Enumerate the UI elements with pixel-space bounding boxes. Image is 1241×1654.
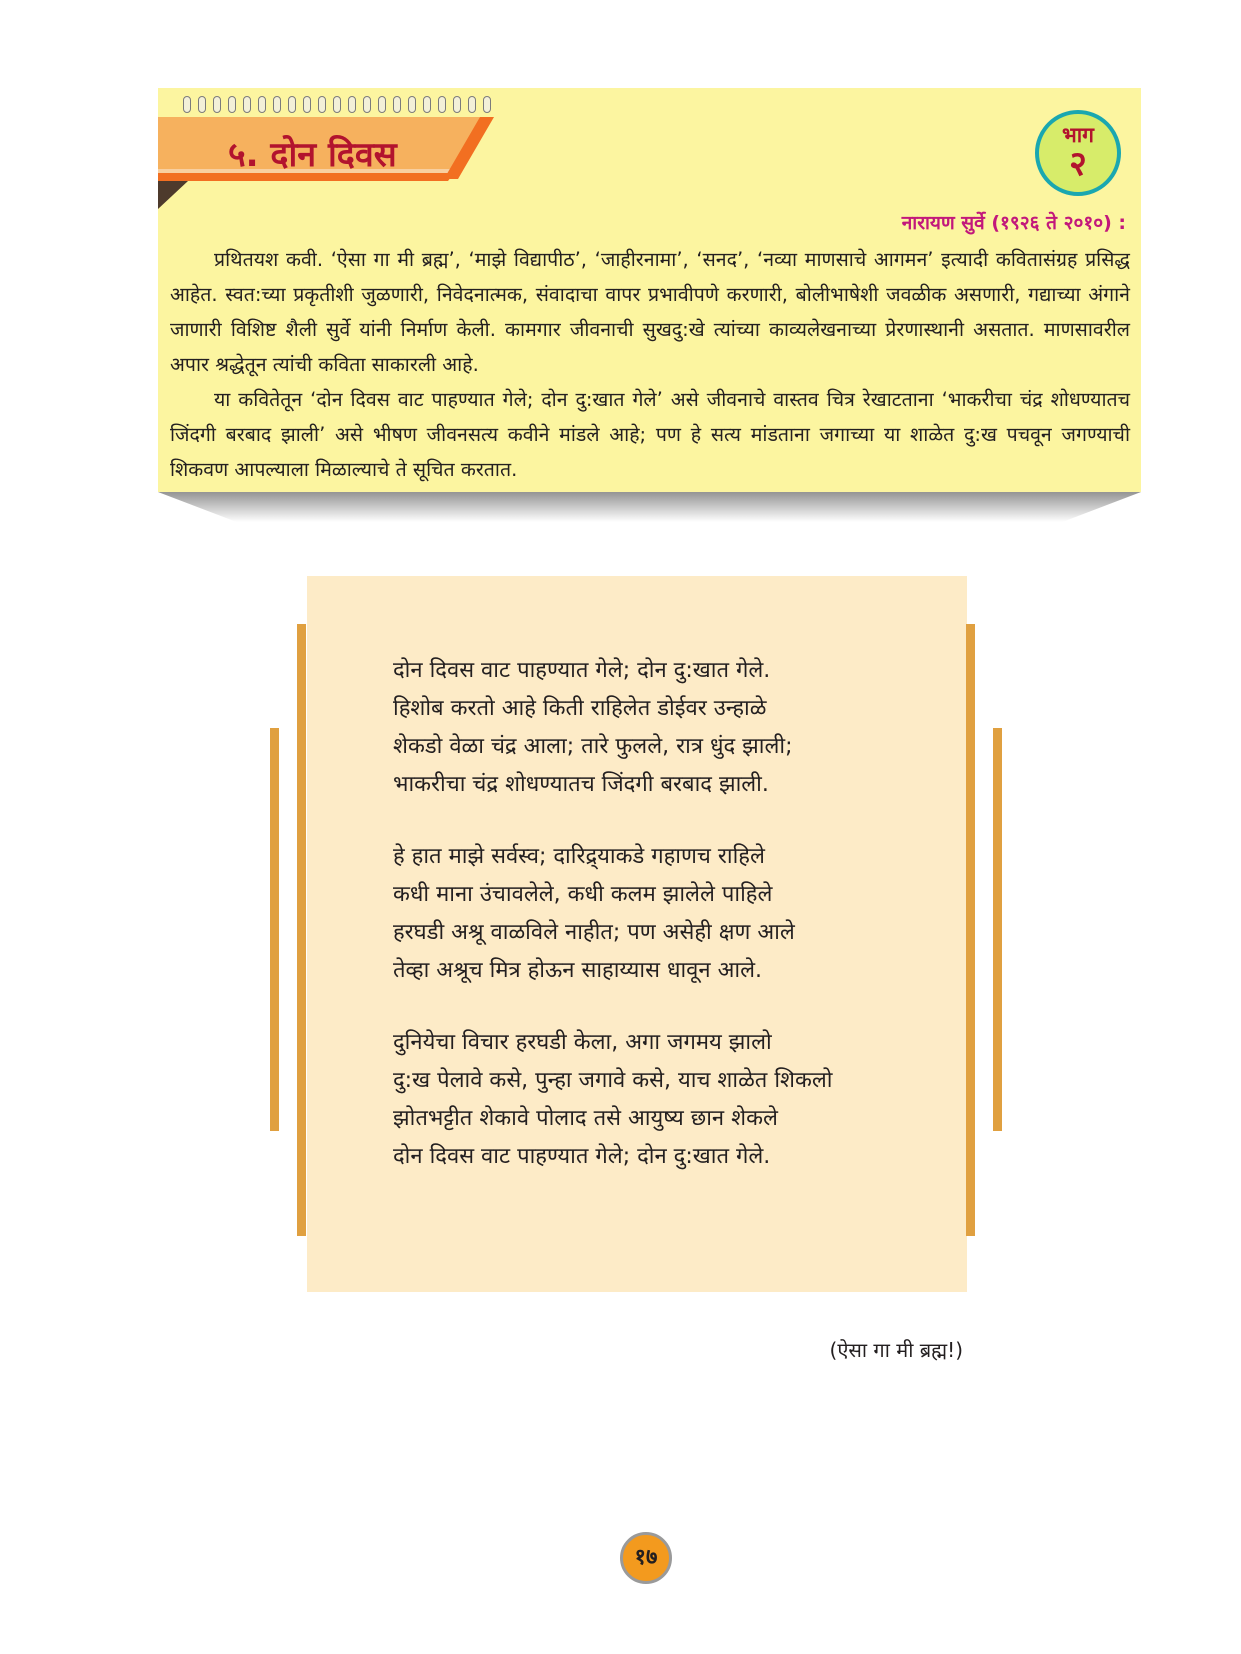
intro-paragraph: प्रथितयश कवी. ‘ऐसा गा मी ब्रह्म’, ‘माझे विद्यापीठ’, ‘जाहीरनामा’, ‘सनद’, ‘नव्या माणसाचे आगमन’ इत्यादी कवितासंग्रह प्रसिद्ध आहेत. स्वत:च्या प्रकृतीशी जुळणारी, निवेदनात्मक, संवादाचा वापर प्रभावीपणे करणारी, बोलीभाषेशी जवळीक असणारी, गद्याच्या अंगाने जाणारी विशिष्ट शैली सुर्वे यांनी निर्माण केली. कामगार जीवनाची सुखदु:खे त्यांच्या काव्यलेखनाच्या प्रेरणास्थानी असतात. माणसावरील अपार श्रद्धेतून त्यांची कविता साकारली आहे. xyxy=(170,248,1130,376)
spiral-binding xyxy=(183,96,491,113)
poem-line: झोतभट्टीत शेकावे पोलाद तसे आयुष्य छान शेकले xyxy=(393,1106,778,1131)
part-number: २ xyxy=(1069,144,1087,184)
part-label: भाग xyxy=(1061,123,1095,147)
decor-bar-right-inner xyxy=(966,624,975,1236)
decor-bar-right-outer xyxy=(993,728,1002,1131)
poem-line: दोन दिवस वाट पाहण्यात गेले; दोन दु:खात गेले. xyxy=(393,658,771,683)
poem-stanza xyxy=(393,652,833,804)
panel-shadow xyxy=(158,492,1141,522)
poem-stanza xyxy=(393,838,833,990)
poem-stanza xyxy=(393,1024,833,1176)
poem-line: तेव्हा अश्रूच मित्र होऊन साहाय्यास धावून आले. xyxy=(393,958,763,983)
poem-line: हिशोब करतो आहे किती राहिलेत डोईवर उन्हाळे xyxy=(393,696,767,721)
poem xyxy=(393,652,833,1210)
intro-text xyxy=(170,242,1130,487)
part-badge xyxy=(1035,110,1121,196)
poem-line: हरघडी अश्रू वाळविले नाहीत; पण असेही क्षण आले xyxy=(393,920,795,945)
decor-bar-left-inner xyxy=(297,624,306,1236)
chapter-title: ५. दोन दिवस xyxy=(228,135,397,175)
poem-line: शेकडो वेळा चंद्र आला; तारे फुलले, रात्र धुंद झाली; xyxy=(393,734,793,759)
poem-line: दुनियेचा विचार हरघडी केला, अगा जगमय झालो xyxy=(393,1030,772,1055)
poem-source: (ऐसा गा मी ब्रह्म!) xyxy=(829,1338,963,1362)
poem-line: दु:ख पेलावे कसे, पुन्हा जगावे कसे, याच शाळेत शिकलो xyxy=(393,1068,833,1093)
poem-line: भाकरीचा चंद्र शोधण्यातच जिंदगी बरबाद झाली. xyxy=(393,772,769,797)
poem-line: कधी माना उंचावलेले, कधी कलम झालेले पाहिले xyxy=(393,882,773,907)
intro-paragraph: या कवितेतून ‘दोन दिवस वाट पाहण्यात गेले; दोन दु:खात गेले’ असे जीवनाचे वास्तव चित्र रेखाटताना ‘भाकरीचा चंद्र शोधण्यातच जिंदगी बरबाद झाली’ असे भीषण जीवनसत्य कवीने मांडले आहे; पण हे सत्य मांडताना जगाच्या या शाळेत दु:ख पचवून जगण्याची शिकवण आपल्याला मिळाल्याचे ते सूचित करतात. xyxy=(170,388,1130,481)
author-line: नारायण सुर्वे (१९२६ ते २०१०) : xyxy=(901,212,1126,234)
page-number: १७ xyxy=(620,1532,672,1584)
poem-line: हे हात माझे सर्वस्व; दारिद्र्याकडे गहाणच राहिले xyxy=(393,844,765,869)
decor-bar-left-outer xyxy=(270,728,279,1131)
poem-line: दोन दिवस वाट पाहण्यात गेले; दोन दु:खात गेले. xyxy=(393,1144,771,1169)
